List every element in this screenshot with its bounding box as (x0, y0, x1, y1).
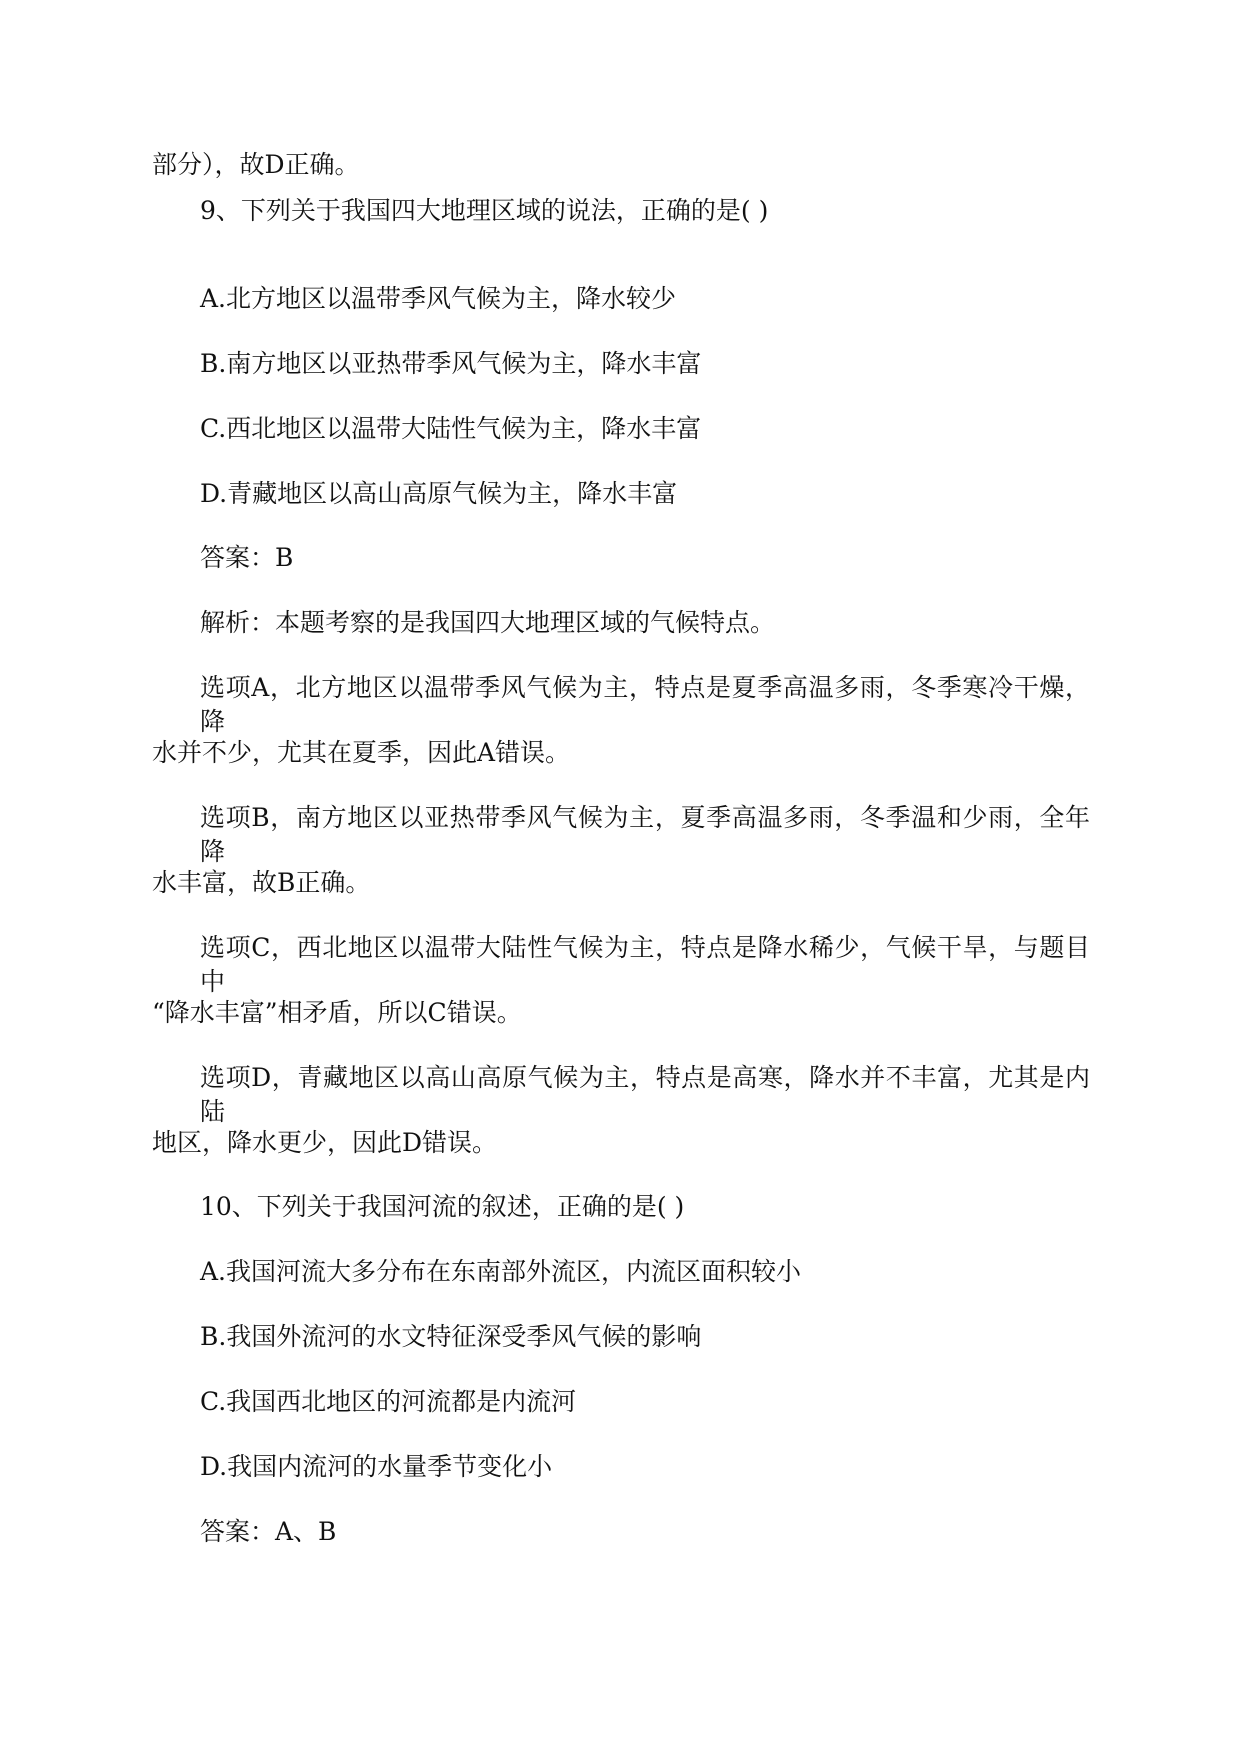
analysis-paragraph-line: 水并不少，尤其在夏季，因此A错误。 (152, 738, 571, 767)
question-9-option-b: B.南方地区以亚热带季风气候为主，降水丰富 (200, 349, 702, 378)
question-10-option-c: C.我国西北地区的河流都是内流河 (200, 1387, 577, 1416)
question-9-answer: 答案：B (200, 543, 294, 572)
question-9-option-d: D.青藏地区以高山高原气候为主，降水丰富 (200, 479, 678, 508)
analysis-paragraph-line: 水丰富，故B正确。 (152, 868, 371, 897)
analysis-paragraph-line: 选项C，西北地区以温带大陆性气候为主，特点是降水稀少，气候干旱，与题目中 (200, 933, 1090, 996)
analysis-paragraph-line: “降水丰富”相矛盾，所以C错误。 (152, 998, 522, 1027)
question-9-stem: 9、下列关于我国四大地理区域的说法，正确的是( ) (200, 196, 769, 225)
analysis-paragraph-line: 选项B，南方地区以亚热带季风气候为主，夏季高温多雨，冬季温和少雨，全年降 (200, 803, 1090, 866)
question-10-option-b: B.我国外流河的水文特征深受季风气候的影响 (200, 1322, 702, 1351)
question-10-option-d: D.我国内流河的水量季节变化小 (200, 1452, 553, 1481)
analysis-paragraph-line: 地区，降水更少，因此D错误。 (152, 1128, 498, 1157)
analysis-paragraph-line: 选项D，青藏地区以高山高原气候为主，特点是高寒，降水并不丰富，尤其是内陆 (200, 1063, 1090, 1126)
analysis-paragraph-line: 选项A，北方地区以温带季风气候为主，特点是夏季高温多雨，冬季寒冷干燥，降 (200, 673, 1090, 736)
question-10-option-a: A.我国河流大多分布在东南部外流区，内流区面积较小 (200, 1257, 802, 1286)
text-line: 部分），故D正确。 (152, 150, 360, 179)
question-10-stem: 10、下列关于我国河流的叙述，正确的是( ) (200, 1192, 685, 1221)
question-10-answer: 答案：A、B (200, 1517, 337, 1546)
question-9-option-a: A.北方地区以温带季风气候为主，降水较少 (200, 284, 677, 313)
question-9-analysis: 解析：本题考察的是我国四大地理区域的气候特点。 (200, 608, 776, 637)
question-9-option-c: C.西北地区以温带大陆性气候为主，降水丰富 (200, 414, 702, 443)
